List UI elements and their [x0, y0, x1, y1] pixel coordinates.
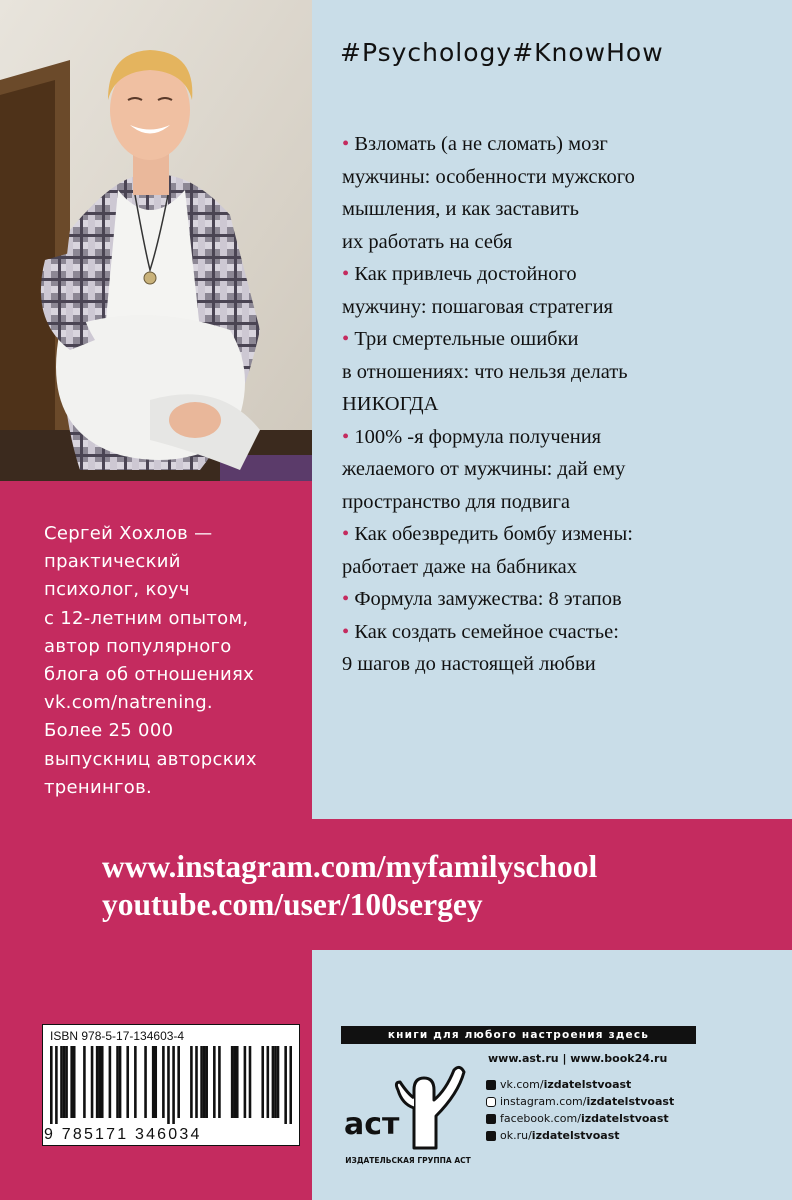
author-links: [102, 848, 782, 924]
feature-line: мужчину: пошаговая стратегия: [342, 295, 613, 318]
feature-item: [342, 323, 782, 421]
barcode-bar: [218, 1046, 221, 1118]
feature-line: их работать на себя: [342, 230, 513, 253]
social-link-facebook[interactable]: facebook.com/ izdatelstvoast: [486, 1110, 786, 1127]
vk-icon: [486, 1080, 496, 1090]
barcode-bar: [200, 1046, 203, 1118]
author-bio: [44, 520, 306, 802]
barcode-bar: [289, 1046, 292, 1124]
barcode-bar: [205, 1046, 208, 1118]
facebook-icon: [486, 1114, 496, 1124]
bio-line: психолог, коуч: [44, 579, 190, 601]
bullet-dot: •: [342, 263, 350, 285]
ok-icon: [486, 1131, 496, 1141]
barcode-bar: [119, 1046, 122, 1118]
barcode-bar: [249, 1046, 252, 1118]
bullet-dot: •: [342, 588, 350, 610]
barcode-bar: [162, 1046, 165, 1118]
barcode-bar: [203, 1046, 206, 1118]
author-photo: [0, 0, 312, 481]
publisher-sites[interactable]: www.ast.ru | www.book24.ru: [488, 1052, 668, 1065]
barcode-icon: [50, 1046, 292, 1124]
barcode-bar: [213, 1046, 216, 1118]
bio-line: Более 25 000: [44, 720, 174, 742]
bio-line: автор популярного: [44, 635, 232, 657]
feature-item: [342, 128, 782, 258]
feature-line: • Как обезвредить бомбу измены:: [342, 523, 633, 545]
barcode-bar: [50, 1046, 53, 1124]
barcode-bar: [236, 1046, 239, 1118]
bio-line: выпускниц авторских: [44, 748, 257, 770]
logo-text: аст: [344, 1107, 400, 1142]
barcode-bar: [60, 1046, 63, 1118]
barcode-bar: [101, 1046, 104, 1118]
barcode-bar: [195, 1046, 198, 1118]
social-link-vk[interactable]: vk.com/ izdatelstvoast: [486, 1076, 786, 1093]
barcode-bar: [73, 1046, 76, 1118]
barcode-bar: [231, 1046, 234, 1118]
feature-line: • Формула замужества: 8 этапов: [342, 588, 622, 610]
barcode-bar: [144, 1046, 147, 1118]
barcode-bar: [177, 1046, 180, 1118]
feature-line: работает даже на бабниках: [342, 555, 577, 578]
youtube-link[interactable]: youtube.com/user/100sergey: [102, 887, 483, 922]
bio-line: Сергей Хохлов —: [44, 523, 213, 544]
barcode-bar: [277, 1046, 280, 1118]
feature-line: • Как создать семейное счастье:: [342, 620, 619, 643]
barcode-bar: [244, 1046, 247, 1118]
feature-list: [342, 128, 782, 681]
barcode-bar: [272, 1046, 275, 1118]
bullet-dot: •: [342, 523, 350, 545]
barcode-bar: [152, 1046, 155, 1118]
barcode-bar: [284, 1046, 287, 1124]
author-photo-illustration: [0, 0, 312, 481]
barcode-bar: [267, 1046, 270, 1118]
instagram-icon: [486, 1097, 496, 1107]
barcode-bar: [134, 1046, 137, 1118]
feature-item: [342, 518, 782, 583]
barcode-bar: [172, 1046, 175, 1124]
feature-line: мужчины: особенности мужского: [342, 165, 635, 188]
barcode-bar: [63, 1046, 66, 1118]
barcode-bar: [261, 1046, 264, 1118]
barcode-bar: [109, 1046, 112, 1118]
feature-item: [342, 258, 782, 323]
feature-line: • Как привлечь достойного: [342, 263, 577, 285]
barcode-bar: [167, 1046, 170, 1124]
barcode-bar: [70, 1046, 73, 1118]
publisher-slogan: книги для любого настроения здесь: [341, 1026, 696, 1044]
social-link-instagram[interactable]: instagram.com/ izdatelstvoast: [486, 1093, 786, 1110]
feature-line: НИКОГДА: [342, 393, 439, 415]
social-link-ok[interactable]: ok.ru/ izdatelstvoast: [486, 1127, 786, 1144]
feature-line: желаемого от мужчины: дай ему: [342, 458, 626, 480]
social-links: [486, 1076, 786, 1144]
bullet-dot: •: [342, 328, 350, 350]
barcode-bar: [91, 1046, 94, 1118]
feature-line: мышления, и как заставить: [342, 198, 579, 220]
bullet-dot: •: [342, 133, 350, 155]
isbn-label: ISBN 978-5-17-134603-4: [50, 1029, 185, 1043]
barcode-digits: 9 785171 346034: [44, 1126, 202, 1143]
instagram-link[interactable]: www.instagram.com/myfamilyschool: [102, 849, 598, 884]
feature-line: 9 шагов до настоящей любви: [342, 653, 596, 675]
feature-line: • Три смертельные ошибки: [342, 328, 579, 350]
bio-link[interactable]: vk.com/natrening.: [44, 692, 213, 714]
barcode-bar: [65, 1046, 68, 1118]
feature-line: • 100% -я формула получения: [342, 425, 602, 448]
barcode-bar: [233, 1046, 236, 1118]
barcode-bar: [83, 1046, 86, 1118]
feature-item: [342, 583, 782, 616]
bullet-dot: •: [342, 425, 350, 448]
hashtags: #Psychology#KnowHow: [340, 38, 664, 67]
feature-line: в отношениях: что нельзя делать: [342, 360, 628, 383]
barcode-bar: [154, 1046, 157, 1118]
bio-line: блога об отношениях: [44, 664, 255, 686]
feature-item: [342, 616, 782, 681]
barcode-bar: [98, 1046, 101, 1118]
bio-line: практический: [44, 551, 181, 573]
barcode-bar: [274, 1046, 277, 1118]
bullet-dot: •: [342, 620, 350, 643]
feature-line: пространство для подвига: [342, 490, 571, 513]
barcode-bar: [116, 1046, 119, 1118]
barcode-bar: [126, 1046, 129, 1118]
barcode-bar: [96, 1046, 99, 1118]
publisher-name: ИЗДАТЕЛЬСКАЯ ГРУППА АСТ: [345, 1156, 471, 1165]
feature-item: [342, 421, 782, 519]
bio-line: тренингов.: [44, 776, 153, 798]
barcode-bar: [190, 1046, 193, 1118]
feature-line: • Взломать (а не сломать) мозг: [342, 133, 608, 155]
barcode-bar: [55, 1046, 58, 1124]
bio-line: с 12-летним опытом,: [44, 607, 249, 629]
ast-logo-icon: [336, 1060, 476, 1152]
